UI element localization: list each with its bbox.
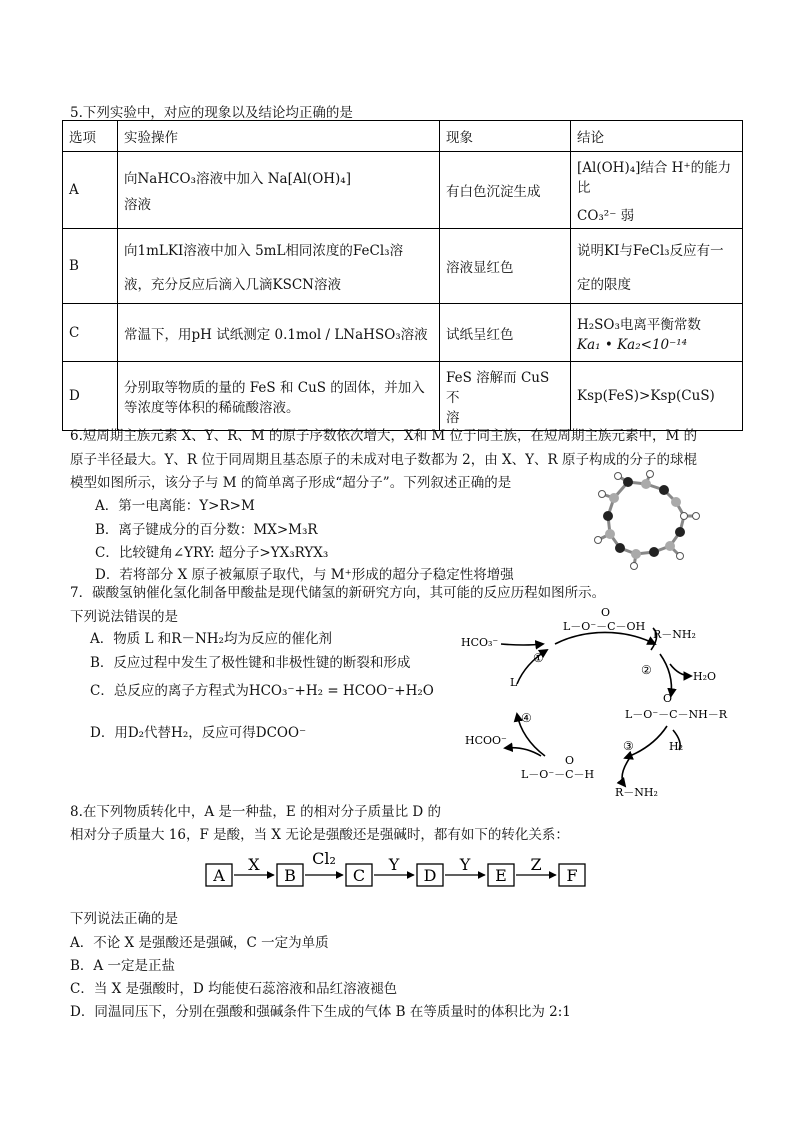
q6-line: 原子半径最大。Y、R 位于同周期且基态原子的未成对电子数都为 2，由 X、Y、R 原子构成的分子的球棍	[70, 452, 698, 468]
conclusion-line: 说明KI与FeCl₃反应有一	[577, 243, 724, 259]
q6-option-a: A．第一电离能：Y>R>M	[95, 498, 255, 514]
row-conclusion	[571, 304, 743, 362]
operation-line: 向1mLKI溶液中加入 5mL相同浓度的FeCl₃溶	[124, 243, 404, 259]
q5-title: 5.下列实验中，对应的现象以及结论均正确的是	[70, 105, 353, 121]
conclusion-line: [Al(OH)₄]结合 H⁺的能力比	[577, 160, 732, 196]
row-conclusion: Ksp(FeS)>Ksp(CuS)	[571, 362, 743, 431]
q6-line: 模型如图所示，该分子与 M 的简单离子形成“超分子”。下列叙述正确的是	[70, 475, 512, 491]
water-label: H₂O	[693, 670, 717, 683]
q8-line: 8.在下列物质转化中，A 是一种盐，E 的相对分子质量比 D 的	[70, 804, 441, 820]
table-row	[63, 304, 743, 362]
q6-option-c: C．比较键角∠YRY: 超分子>YX₃RYX₃	[95, 545, 329, 561]
table-header-row	[63, 121, 743, 152]
node-a: A	[213, 866, 225, 885]
row-conclusion	[571, 152, 743, 229]
ball-stick-model-figure	[588, 470, 708, 580]
reagent-z: Z	[530, 855, 542, 874]
phenomenon-line: 溶	[446, 410, 460, 426]
conversion-chain-diagram	[200, 848, 600, 890]
header-option: 选项	[63, 121, 118, 152]
reaction-cycle-diagram	[455, 606, 745, 800]
amine-label: R－NH₂	[653, 628, 696, 641]
hydrogen-label: H₂	[669, 740, 684, 753]
reagent-y: Y	[459, 855, 471, 874]
reagent-cl2: Cl₂	[312, 849, 336, 868]
row-operation	[118, 362, 440, 431]
intermediate-mid: L－O⁻－C－NH－R	[625, 708, 728, 721]
amine-label: R－NH₂	[615, 786, 658, 799]
oxygen-label: O	[601, 606, 611, 619]
row-option: A	[63, 152, 118, 229]
node-c: C	[352, 866, 366, 885]
operation-line: 溶液	[124, 197, 151, 213]
q8-line: 下列说法正确的是	[70, 911, 178, 927]
q6-option-d: D．若将部分 X 原子被氟原子取代，与 M⁺形成的超分子稳定性将增强	[95, 567, 514, 583]
row-operation	[118, 229, 440, 304]
table-row	[63, 362, 743, 431]
row-option: C	[63, 304, 118, 362]
hco3-label: HCO₃⁻	[461, 636, 499, 649]
row-phenomenon	[440, 362, 571, 431]
step-1-label: ①	[533, 651, 544, 665]
reagent-x: X	[248, 855, 260, 874]
header-conclusion: 结论	[571, 121, 743, 152]
row-phenomenon: 有白色沉淀生成	[440, 152, 571, 229]
step-4-label: ④	[521, 711, 532, 725]
experiment-table	[62, 120, 743, 431]
q7-option-b: B．反应过程中发生了极性键和非极性键的断裂和形成	[90, 655, 411, 671]
q7-line: 7．碳酸氢钠催化氢化制备甲酸盐是现代储氢的新研究方向，其可能的反应历程如图所示。	[70, 585, 606, 601]
q7-line: 下列说法错误的是	[70, 609, 178, 625]
operation-line: 等浓度等体积的稀硫酸溶液。	[124, 400, 300, 416]
operation-line: 分别取等物质的量的 FeS 和 CuS 的固体，并加入	[124, 380, 425, 396]
row-phenomenon: 试纸呈红色	[440, 304, 571, 362]
header-phenomenon: 现象	[440, 121, 571, 152]
q6-option-b: B．离子键成分的百分数：MX>M₃R	[95, 522, 318, 538]
oxygen-label: O	[565, 754, 575, 767]
oxygen-label: O	[663, 692, 673, 705]
conclusion-line: CO₃²⁻ 弱	[577, 208, 635, 224]
q8-option-c: C．当 X 是强酸时，D 均能使石蕊溶液和品红溶液褪色	[70, 981, 398, 997]
conclusion-line: Ka₁ • Ka₂<10⁻¹⁴	[577, 336, 688, 353]
phenomenon-line: FeS 溶解而 CuS 不	[446, 370, 550, 406]
row-operation	[118, 152, 440, 229]
header-operation: 实验操作	[118, 121, 440, 152]
node-d: D	[423, 866, 437, 885]
q8-option-b: B．A 一定是正盐	[70, 958, 175, 974]
operation-line: 向NaHCO₃溶液中加入 Na[Al(OH)₄]	[124, 171, 351, 187]
row-option: D	[63, 362, 118, 431]
reagent-y: Y	[388, 855, 400, 874]
operation-line: 液，充分反应后滴入几滴KSCN溶液	[124, 277, 341, 293]
q8-option-a: A．不论 X 是强酸还是强碱，C 一定为单质	[70, 935, 329, 951]
row-conclusion	[571, 229, 743, 304]
conclusion-line: 定的限度	[577, 277, 631, 293]
q6-line: 6.短周期主族元素 X、Y、R、M 的原子序数依次增大，X和 M 位于同主族，在短周期主族元素中，M 的	[70, 428, 698, 444]
step-3-label: ③	[623, 739, 634, 753]
catalyst-label: L	[510, 676, 518, 689]
q7-option-a: A．物质 L 和R－NH₂均为反应的催化剂	[90, 631, 332, 647]
node-f: F	[566, 866, 578, 885]
table-row	[63, 152, 743, 229]
table-row	[63, 229, 743, 304]
intermediate-top: L－O⁻－C－OH	[563, 620, 646, 633]
conclusion-line: H₂SO₃电离平衡常数	[577, 316, 701, 333]
step-2-label: ②	[641, 663, 652, 677]
row-operation: 常温下，用pH 试纸测定 0.1mol / LNaHSO₃溶液	[118, 304, 440, 362]
q7-option-c: C．总反应的离子方程式为HCO₃⁻+H₂ = HCOO⁻+H₂O	[90, 683, 434, 699]
q8-line: 相对分子质量大 16，F 是酸，当 X 无论是强酸还是强碱时，都有如下的转化关系：	[70, 827, 569, 843]
row-phenomenon: 溶液显红色	[440, 229, 571, 304]
q8-option-d: D．同温同压下，分别在强酸和强碱条件下生成的气体 B 在等质量时的体积比为 2:1	[70, 1004, 571, 1020]
row-option: B	[63, 229, 118, 304]
formate-label: HCOO⁻	[465, 734, 507, 747]
node-e: E	[495, 866, 507, 885]
intermediate-bottom: L－O⁻－C－H	[521, 768, 595, 781]
node-b: B	[284, 866, 296, 885]
q7-option-d: D．用D₂代替H₂，反应可得DCOO⁻	[90, 725, 307, 741]
